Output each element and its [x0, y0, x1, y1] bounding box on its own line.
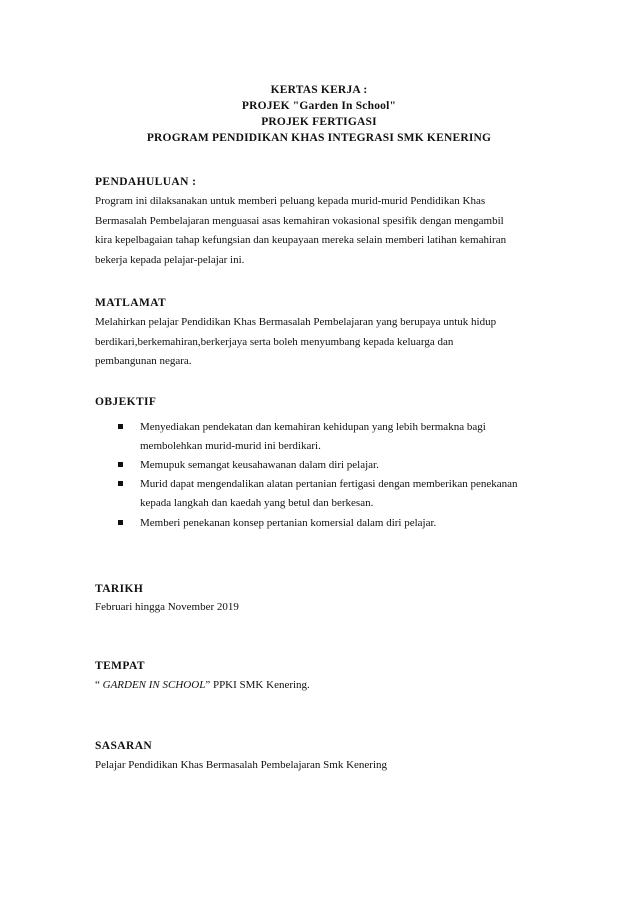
section-heading-matlamat: MATLAMAT [95, 297, 167, 309]
pendahuluan-paragraph [95, 192, 565, 270]
list-item [118, 475, 558, 513]
open-quote: “ [95, 679, 103, 691]
paragraph-line: pembangunan negara. [95, 355, 192, 367]
square-bullet-icon [118, 481, 123, 486]
paragraph-line: Bermasalah Pembelajaran menguasai asas kemahiran vokasional spesifik dengan mengambil [95, 214, 504, 227]
section-heading-tempat: TEMPAT [95, 660, 145, 672]
tempat-rest: ” PPKI SMK Kenering. [205, 679, 310, 691]
doc-title-line-3: PROJEK FERTIGASI [261, 116, 377, 128]
paragraph-line: bekerja kepada pelajar-pelajar ini. [95, 253, 245, 266]
square-bullet-icon [118, 424, 123, 429]
section-heading-objektif: OBJEKTIF [95, 396, 157, 408]
doc-title-line-1: KERTAS KERJA : [270, 84, 368, 96]
list-item-line: Menyediakan pendekatan dan kemahiran kehidupan yang lebih bermakna bagi [140, 421, 486, 433]
tempat-italic-name: GARDEN IN SCHOOL [102, 679, 206, 691]
list-item-line: Memberi penekanan konsep pertanian komersial dalam diri pelajar. [140, 517, 437, 529]
tarikh-value: Februari hingga November 2019 [95, 601, 239, 613]
list-item [118, 456, 558, 475]
paragraph-line: kira kepelbagaian tahap kefungsian dan keupayaan mereka selain memberi latihan kemahiran [95, 234, 507, 246]
tempat-value [95, 676, 565, 696]
section-heading-sasaran: SASARAN [95, 740, 153, 752]
doc-title-line-4: PROGRAM PENDIDIKAN KHAS INTEGRASI SMK KENERING [146, 132, 492, 144]
sasaran-value: Pelajar Pendidikan Khas Bermasalah Pembelajaran Smk Kenering [95, 759, 388, 771]
square-bullet-icon [118, 462, 123, 467]
square-bullet-icon [118, 520, 123, 525]
list-item [118, 514, 558, 533]
section-heading-tarikh: TARIKH [95, 583, 144, 595]
list-item-line: membolehkan murid-murid ini berdikari. [140, 440, 321, 452]
list-item-line: Memupuk semangat keusahawanan dalam diri pelajar. [140, 459, 379, 471]
doc-title-line-2: PROJEK "Garden In School" [241, 100, 397, 112]
paragraph-line: Melahirkan pelajar Pendidikan Khas Bermasalah Pembelajaran yang berupaya untuk hidup [95, 316, 497, 328]
list-item [118, 418, 558, 456]
paragraph-line: berdikari,berkemahiran,berkerjaya serta boleh menyumbang kepada keluarga dan [95, 335, 454, 348]
paragraph-line: Program ini dilaksanakan untuk memberi peluang kepada murid-murid Pendidikan Khas [95, 195, 486, 207]
list-item-line: Murid dapat mengendalikan alatan pertanian fertigasi dengan memberikan penekanan [140, 478, 518, 490]
section-heading-pendahuluan: PENDAHULUAN : [95, 176, 197, 188]
list-item-line: kepada langkah dan kaedah yang betul dan berkesan. [140, 497, 374, 509]
matlamat-paragraph [95, 313, 565, 372]
